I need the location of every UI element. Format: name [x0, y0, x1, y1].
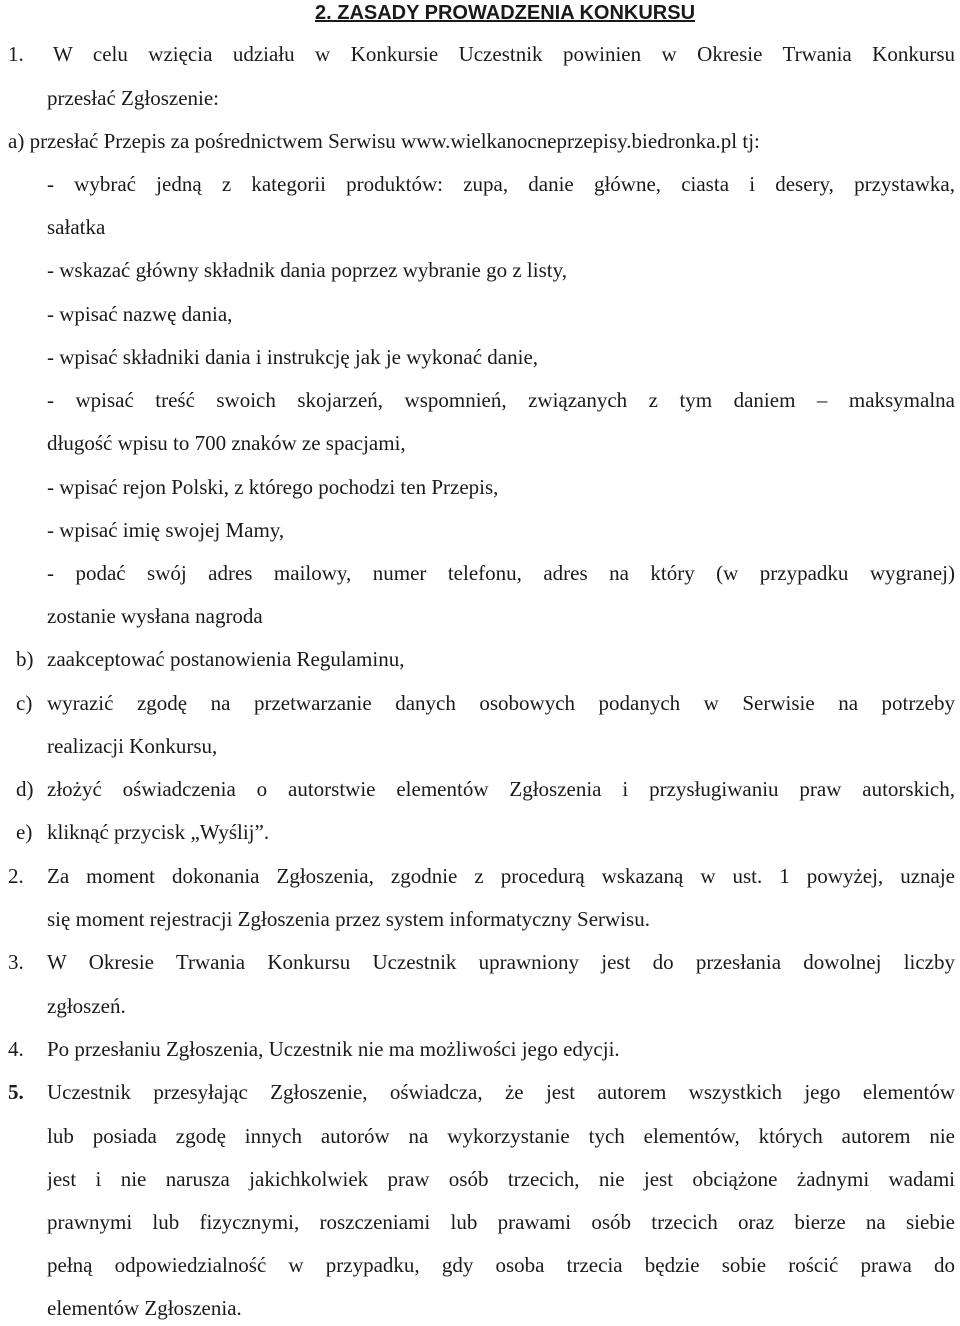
paragraph-line: przesłać Zgłoszenie:	[47, 86, 219, 110]
item-number-3: 3.	[8, 950, 24, 974]
dash-item: - wpisać składniki dania i instrukcję jak je wykonać danie,	[47, 345, 539, 369]
dash-item-cont: zostanie wysłana nagroda	[47, 604, 263, 628]
paragraph-line: pełną odpowiedzialność w przypadku, gdy osoba trzecia będzie sobie rościć prawa do	[47, 1253, 955, 1277]
subitem-label-b: b)	[16, 647, 34, 671]
subitem-label-c: c)	[16, 691, 33, 715]
item-number-1: 1.	[8, 42, 24, 66]
subitem-e: kliknąć przycisk „Wyślij”.	[47, 820, 270, 844]
paragraph-line: Uczestnik przesyłając Zgłoszenie, oświadcza, że jest autorem wszystkich jego elementów	[47, 1080, 955, 1104]
subitem-d: złożyć oświadczenia o autorstwie elementów Zgłoszenia i przysługiwaniu praw autorskich,	[47, 777, 955, 801]
subitem-label-d: d)	[16, 777, 34, 801]
subitem-c-cont: realizacji Konkursu,	[47, 734, 218, 758]
dash-item-cont: długość wpisu to 700 znaków ze spacjami,	[47, 431, 406, 455]
paragraph-line: Po przesłaniu Zgłoszenia, Uczestnik nie ma możliwości jego edycji.	[47, 1037, 620, 1061]
paragraph-line: zgłoszeń.	[47, 994, 126, 1018]
subitem-label-e: e)	[16, 820, 33, 844]
paragraph-line: W celu wzięcia udziału w Konkursie Uczestnik powinien w Okresie Trwania Konkursu	[53, 42, 955, 66]
item-number-5: 5.	[8, 1080, 24, 1104]
dash-item: - wskazać główny składnik dania poprzez wybranie go z listy,	[47, 258, 567, 282]
paragraph-line: się moment rejestracji Zgłoszenia przez system informatyczny Serwisu.	[47, 907, 650, 931]
dash-item: - wpisać treść swoich skojarzeń, wspomnień, związanych z tym daniem – maksymalna	[47, 388, 955, 412]
paragraph-line: W Okresie Trwania Konkursu Uczestnik uprawniony jest do przesłania dowolnej liczby	[47, 950, 955, 974]
subitem-c: wyrazić zgodę na przetwarzanie danych osobowych podanych w Serwisie na potrzeby	[47, 691, 955, 715]
section-title: 2. ZASADY PROWADZENIA KONKURSU	[314, 2, 696, 24]
paragraph-line: Za moment dokonania Zgłoszenia, zgodnie z procedurą wskazaną w ust. 1 powyżej, uznaje	[47, 864, 955, 888]
item-number-4: 4.	[8, 1037, 24, 1061]
dash-item: - podać swój adres mailowy, numer telefonu, adres na który (w przypadku wygranej)	[47, 561, 955, 585]
item-number-2: 2.	[8, 864, 24, 888]
dash-item: - wpisać rejon Polski, z którego pochodzi ten Przepis,	[47, 475, 499, 499]
dash-item: - wybrać jedną z kategorii produktów: zupa, danie główne, ciasta i desery, przystawka,	[47, 172, 955, 196]
paragraph-line: prawnymi lub fizycznymi, roszczeniami lub prawami osób trzecich oraz bierze na siebie	[47, 1210, 955, 1234]
subitem-a: a) przesłać Przepis za pośrednictwem Serwisu www.wielkanocneprzepisy.biedronka.pl tj:	[8, 129, 760, 153]
dash-item: - wpisać nazwę dania,	[47, 302, 233, 326]
paragraph-line: lub posiada zgodę innych autorów na wykorzystanie tych elementów, których autorem nie	[47, 1124, 955, 1148]
dash-item: - wpisać imię swojej Mamy,	[47, 518, 285, 542]
paragraph-line: jest i nie narusza jakichkolwiek praw osób trzecich, nie jest obciążone żadnymi wadami	[47, 1167, 955, 1191]
subitem-b: zaakceptować postanowienia Regulaminu,	[47, 647, 405, 671]
paragraph-line: elementów Zgłoszenia.	[47, 1296, 242, 1320]
dash-item-cont: sałatka	[47, 215, 106, 239]
